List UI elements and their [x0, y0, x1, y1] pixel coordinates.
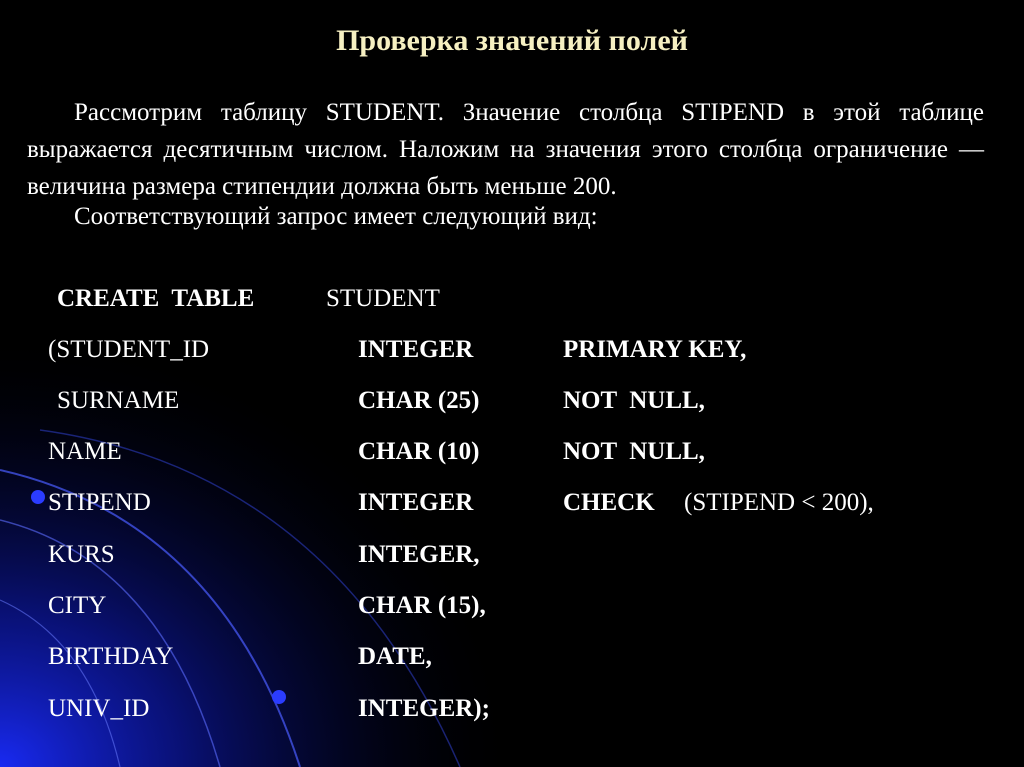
intro-paragraph: Рассмотрим таблицу STUDENT. Значение столбца STIPEND в этой таблице выражается десятичным числом. Наложим на значения этого столбца ограничение — величина размера стипендии должна быть меньше 200. — [27, 99, 984, 200]
sql-column-name: (STUDENT_ID — [48, 336, 210, 363]
sql-column-type: DATE, — [358, 643, 432, 670]
sql-constraint: PRIMARY KEY, — [563, 336, 747, 363]
sql-column-type: INTEGER, — [358, 541, 480, 568]
sql-column-name: CITY — [48, 592, 107, 619]
sql-column-type: INTEGER — [358, 489, 474, 516]
sql-column-name: BIRTHDAY — [48, 643, 174, 670]
create-table-keyword: CREATE TABLE — [57, 285, 255, 312]
sql-column-name: KURS — [48, 541, 115, 568]
sql-column-name: NAME — [48, 438, 122, 465]
glow-dot-1 — [31, 490, 45, 504]
query-intro-paragraph: Соответствующий запрос имеет следующий вид: — [74, 203, 598, 230]
sql-constraint: NOT NULL, — [563, 438, 705, 465]
sql-column-type: INTEGER); — [358, 695, 490, 722]
sql-column-name: SURNAME — [57, 387, 180, 414]
sql-column-name: UNIV_ID — [48, 695, 150, 722]
sql-column-type: CHAR (25) — [358, 387, 480, 414]
sql-constraint: CHECK — [563, 489, 655, 516]
sql-column-type: CHAR (10) — [358, 438, 480, 465]
sql-check-expression: (STIPEND < 200), — [684, 489, 874, 516]
slide-title: Проверка значений полей — [336, 24, 688, 57]
glow-dot-2 — [272, 690, 286, 704]
sql-column-name: STIPEND — [48, 489, 151, 516]
sql-constraint: NOT NULL, — [563, 387, 705, 414]
sql-column-type: INTEGER — [358, 336, 474, 363]
sql-column-type: CHAR (15), — [358, 592, 486, 619]
table-name: STUDENT — [326, 285, 440, 312]
